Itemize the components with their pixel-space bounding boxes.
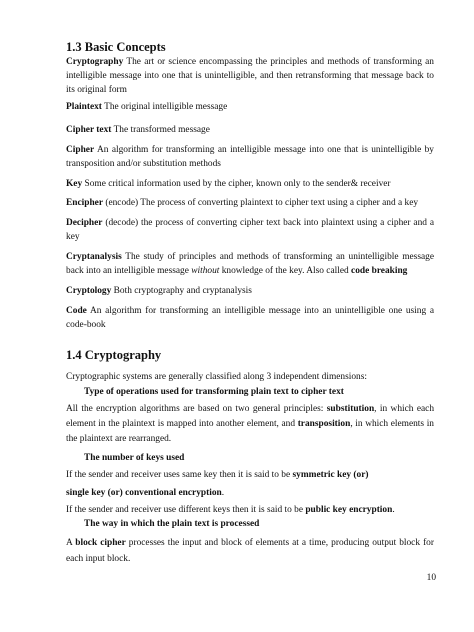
definition-code (66, 304, 434, 332)
paragraph-public-key (66, 503, 434, 517)
page-number: 10 (426, 573, 436, 583)
term-plaintext: Plaintext (66, 102, 102, 112)
term-cryptology: Cryptology (66, 286, 112, 296)
section-heading-cryptography: 1.4 Cryptography (66, 348, 162, 362)
term-cipher: Cipher (66, 145, 95, 155)
definition-cipher (66, 143, 434, 171)
term-cryptography: Cryptography (66, 57, 124, 67)
definition-text: The original intelligible message (101, 102, 228, 112)
bold-block-cipher: block cipher (75, 538, 126, 548)
bold-single-key: single key (or) conventional encryption (66, 488, 222, 498)
term-cryptanalysis: Cryptanalysis (66, 252, 122, 262)
definition-key (66, 177, 434, 191)
italic-word: without (191, 266, 220, 276)
term-key: Key (66, 179, 83, 189)
term-encipher: Encipher (66, 198, 103, 208)
definition-cryptology (66, 284, 434, 298)
bold-substitution: substitution (326, 404, 375, 414)
definition-text: (encode) The process of converting plaintext to cipher text using a cipher and a key (102, 198, 419, 208)
definition-text: knowledge of the key. Also called (219, 266, 352, 276)
definition-text: The transformed message (111, 125, 210, 135)
bold-public-key: public key encryption (305, 505, 393, 515)
definition-ciphertext (66, 123, 434, 137)
definition-text: (decode) the process of converting cipher text back into plaintext using a cipher and a key (66, 218, 434, 242)
definition-cryptanalysis (66, 250, 434, 278)
definition-text: Both cryptography and cryptanalysis (111, 286, 252, 296)
bold-transposition: transposition (297, 419, 351, 429)
definition-text: The art or science encompassing the principles and methods of transforming an intelligible message into one that is unintelligible, and then retransforming that message back to its original form (66, 57, 434, 95)
definition-encipher (66, 196, 434, 210)
bold-phrase: code breaking (351, 266, 408, 276)
term-code: Code (66, 306, 87, 316)
definition-text: Some critical information used by the cipher, known only to the sender& receiver (82, 179, 391, 189)
section-heading-basic-concepts: 1.3 Basic Concepts (66, 40, 166, 54)
paragraph-block-cipher (66, 535, 434, 567)
term-decipher: Decipher (66, 218, 103, 228)
paragraph-text: A (66, 538, 76, 548)
intro-paragraph: Cryptographic systems are generally classified along 3 independent dimensions: (66, 372, 367, 382)
paragraph-text: processes the input and block of elements at a time, producing output block for each input block. (66, 538, 434, 564)
paragraph-text: , in which elements in the plaintext are rearranged. (66, 419, 434, 444)
term-ciphertext: Cipher text (66, 125, 112, 135)
definition-decipher (66, 216, 434, 244)
bold-symmetric-key: symmetric key (or) (292, 470, 369, 480)
definition-text: The study of principles and methods of transforming an unintelligible message back into an intelligible message (66, 252, 434, 276)
definition-text: An algorithm for transforming an intelligible message into one that is unintelligible by transposition and/or substitution methods (66, 145, 434, 169)
paragraph-text: . (392, 505, 395, 515)
subheading-operations: Type of operations used for transforming plain text to cipher text (84, 387, 344, 397)
paragraph-single-key (66, 486, 434, 500)
paragraph-text: . (221, 488, 225, 498)
definition-cryptography (66, 55, 434, 97)
subheading-keys: The number of keys used (84, 453, 185, 463)
paragraph-text: All the encryption algorithms are based on two general principles: (66, 404, 327, 414)
subheading-processing: The way in which the plain text is processed (84, 519, 260, 529)
definition-text: An algorithm for transforming an intelligible message into an unintelligible one using a code-book (66, 306, 434, 330)
paragraph-principles (66, 402, 434, 447)
definition-plaintext (66, 100, 434, 114)
paragraph-text: If the sender and receiver uses same key then it is said to be (66, 470, 293, 480)
paragraph-text: , in which each element in the plaintext is mapped into another element, and (66, 404, 435, 429)
paragraph-symmetric (66, 468, 434, 482)
paragraph-text: If the sender and receiver use different keys then it is said to be (66, 505, 306, 515)
